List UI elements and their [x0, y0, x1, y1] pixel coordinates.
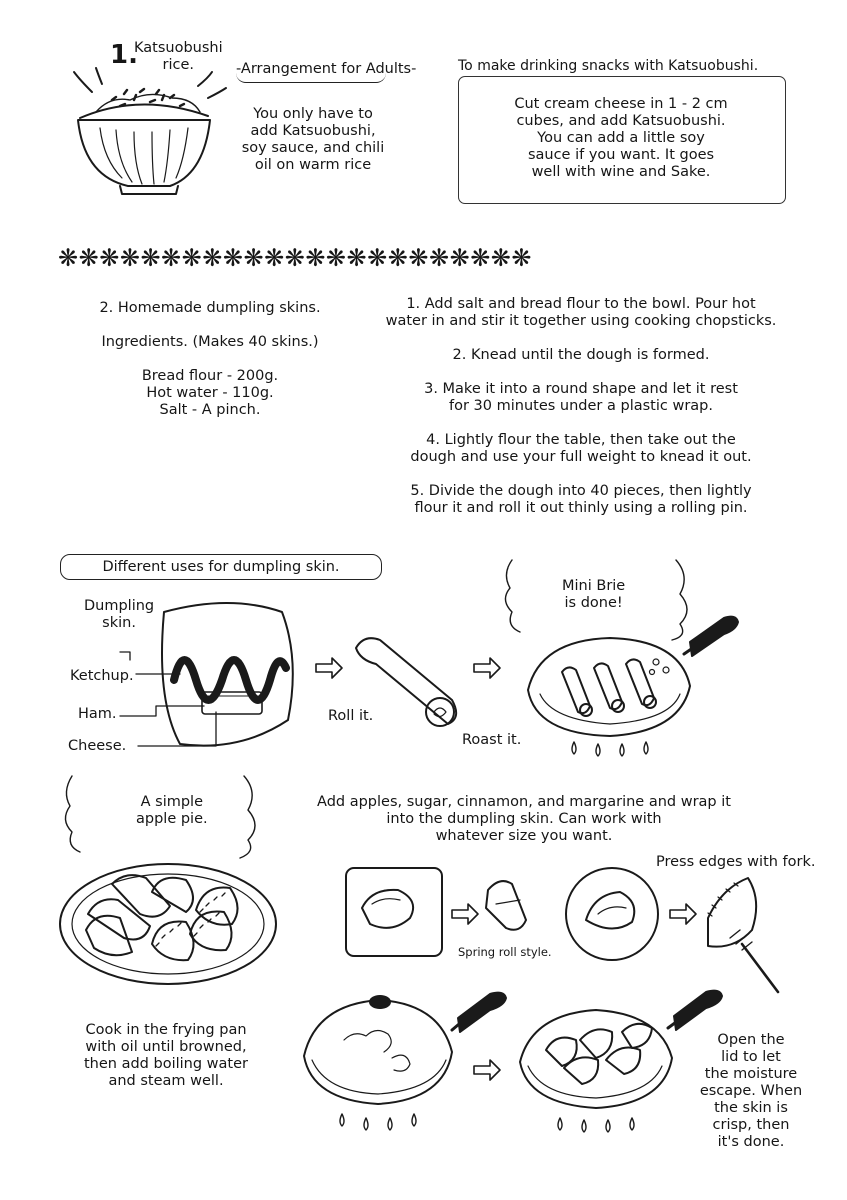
ingredient-item: Bread flour - 200g.: [141, 368, 279, 384]
title-line: rice.: [162, 57, 195, 73]
apple-pie-plate-illustration: [60, 864, 276, 984]
snacks-title: To make drinking snacks with Katsuobushi.: [458, 58, 759, 74]
text-line: well with wine and Sake.: [531, 164, 711, 180]
label-ham: Ham.: [78, 706, 117, 722]
katsuobushi-rice-title: [134, 40, 223, 74]
rice-bowl-illustration: [74, 68, 226, 194]
label-cheese: Cheese.: [68, 738, 127, 754]
step-2: [376, 347, 786, 364]
step-3: [376, 381, 786, 415]
flower-divider: ❋❋❋❋❋❋❋❋❋❋❋❋❋❋❋❋❋❋❋❋❋❋❋: [58, 244, 533, 272]
text-line: Open the: [717, 1032, 785, 1048]
cook-instructions: [76, 1022, 256, 1090]
step-line: flour it and roll it out thinly using a rolling pin.: [414, 500, 748, 516]
text-line: Cut cream cheese in 1 - 2 cm: [514, 96, 728, 112]
label-ketchup: Ketchup.: [70, 668, 134, 684]
open-lid-instructions: [696, 1032, 806, 1151]
section-2-title: 2. Homemade dumpling skins.: [99, 300, 321, 316]
ingredients-list: [80, 368, 340, 419]
dough-steps: [376, 296, 786, 517]
step-5: [376, 483, 786, 517]
text-line: the skin is: [714, 1100, 788, 1116]
text-line: You only have to: [253, 106, 373, 122]
step-4: [376, 432, 786, 466]
text-line: whatever size you want.: [435, 828, 613, 844]
step-line: dough and use your full weight to knead it out.: [410, 449, 752, 465]
title-line: Katsuobushi: [134, 40, 223, 56]
label-line: skin.: [102, 615, 136, 631]
brie-bubble-text: [562, 578, 625, 612]
text-line: with oil until browned,: [85, 1039, 247, 1055]
bubble-line: is done!: [564, 595, 623, 611]
label-line: Dumpling: [84, 598, 155, 614]
step-line: water in and stir it together using cooking chopsticks.: [385, 313, 777, 329]
step-line: 4. Lightly flour the table, then take out the: [426, 432, 736, 448]
step-1: [376, 296, 786, 330]
arrangement-title: -Arrangement for Adults-: [236, 60, 386, 83]
step-line: 3. Make it into a round shape and let it rest: [424, 381, 738, 397]
label-dumpling-skin: [84, 598, 154, 632]
bubble-line: Mini Brie: [562, 578, 626, 594]
text-line: escape. When: [699, 1083, 803, 1099]
covered-pan-illustration: [304, 993, 506, 1130]
step-line: 5. Divide the dough into 40 pieces, then lightly: [410, 483, 752, 499]
text-line: then add boiling water: [84, 1056, 248, 1072]
bubble-line: apple pie.: [136, 811, 208, 827]
uses-title: Different uses for dumpling skin.: [60, 554, 382, 580]
text-line: soy sauce, and chili: [241, 140, 385, 156]
text-line: and steam well.: [108, 1073, 224, 1089]
text-line: oil on warm rice: [254, 157, 372, 173]
text-line: Cook in the frying pan: [85, 1022, 247, 1038]
step-line: 2. Knead until the dough is formed.: [452, 347, 710, 363]
text-line: cubes, and add Katsuobushi.: [516, 113, 726, 129]
apple-pie-instructions: [314, 794, 734, 845]
open-pan-dumplings-illustration: [520, 991, 722, 1132]
text-line: the moisture: [704, 1066, 798, 1082]
ingredient-item: Salt - A pinch.: [159, 402, 261, 418]
spring-roll-step-illustration: [346, 868, 526, 956]
text-line: sauce if you want. It goes: [527, 147, 715, 163]
text-line: Add apples, sugar, cinnamon, and margarine and wrap it: [317, 794, 731, 810]
step-line: for 30 minutes under a plastic wrap.: [449, 398, 713, 414]
text-line: into the dumpling skin. Can work with: [386, 811, 662, 827]
bubble-line: A simple: [140, 794, 203, 810]
frying-pan-brie-illustration: [528, 617, 738, 756]
text-line: add Katsuobushi,: [250, 123, 376, 139]
snacks-text: [458, 96, 784, 181]
roll-it-label: Roll it.: [328, 708, 374, 724]
text-line: You can add a little soy: [537, 130, 705, 146]
step-line: 1. Add salt and bread flour to the bowl. Pour hot: [406, 296, 756, 312]
section-1-number: 1.: [110, 40, 138, 70]
arrangement-text: [238, 106, 388, 174]
text-line: lid to let: [721, 1049, 781, 1065]
text-line: crisp, then: [712, 1117, 790, 1133]
ingredient-item: Hot water - 110g.: [146, 385, 274, 401]
spring-roll-label: Spring roll style.: [458, 945, 552, 959]
ingredients-title: Ingredients. (Makes 40 skins.): [101, 334, 319, 350]
fork-style-step-illustration: [566, 868, 778, 992]
apple-bubble-text: [136, 794, 208, 828]
roast-it-label: Roast it.: [462, 732, 522, 748]
press-edges-label: Press edges with fork.: [656, 854, 816, 870]
text-line: it's done.: [717, 1134, 785, 1150]
